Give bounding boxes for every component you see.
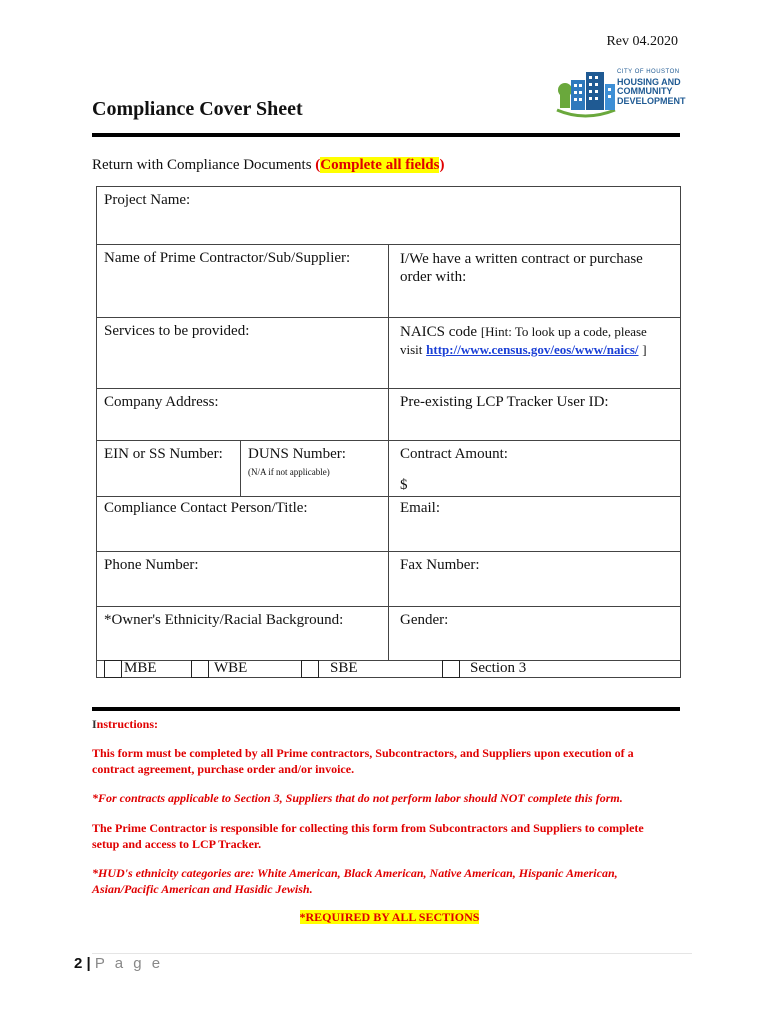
building-icon bbox=[555, 66, 617, 122]
prime-contractor-field[interactable]: Name of Prime Contractor/Sub/Supplier: bbox=[104, 250, 351, 266]
sbe-checkbox[interactable] bbox=[301, 660, 319, 678]
required-note: *REQUIRED BY ALL SECTIONS bbox=[299, 910, 480, 924]
complete-all-fields-highlight: Complete all fields bbox=[320, 157, 440, 173]
title-divider bbox=[92, 133, 680, 137]
instruction-p3: The Prime Contractor is responsible for collecting this form from Subcontractors and Suppliers to complete setup and access to LCP Tracker. bbox=[92, 821, 644, 851]
services-field[interactable]: Services to be provided: bbox=[104, 323, 250, 339]
ethnicity-field[interactable]: *Owner's Ethnicity/Racial Background: bbox=[104, 612, 344, 628]
mbe-label: MBE bbox=[124, 660, 157, 676]
duns-field[interactable]: DUNS Number: (N/A if not applicable) bbox=[240, 440, 388, 483]
naics-code-field[interactable]: NAICS code [Hint: To look up a code, please visit http://www.census.gov/eos/www/naics/ ] bbox=[400, 324, 647, 357]
required-note-wrap bbox=[92, 909, 687, 925]
section3-checkbox[interactable] bbox=[442, 660, 460, 678]
lcp-user-id-field[interactable]: Pre-existing LCP Tracker User ID: bbox=[400, 394, 609, 410]
fax-field[interactable]: Fax Number: bbox=[400, 557, 480, 573]
mbe-checkbox[interactable] bbox=[104, 660, 122, 678]
ein-field[interactable]: EIN or SS Number: bbox=[104, 446, 223, 462]
instruction-p1: This form must be completed by all Prime contractors, Subcontractors, and Suppliers upon execution of a contract agreement, purchase order and/or invoice. bbox=[92, 746, 634, 776]
revision-label: Rev 04.2020 bbox=[606, 34, 678, 49]
wbe-checkbox[interactable] bbox=[191, 660, 209, 678]
section3-label: Section 3 bbox=[470, 660, 527, 676]
compliance-form bbox=[96, 186, 681, 678]
intro-line: Return with Compliance Documents (Complete all fields) bbox=[92, 157, 445, 173]
project-name-field[interactable]: Project Name: bbox=[104, 192, 191, 208]
gender-field[interactable]: Gender: bbox=[400, 612, 449, 628]
logo-text: CITY OF HOUSTON HOUSING AND COMMUNITY DEVELOPMENT bbox=[617, 69, 686, 106]
wbe-label: WBE bbox=[214, 660, 248, 676]
footer-divider bbox=[92, 953, 692, 954]
contract-amount-field[interactable]: Contract Amount: $ bbox=[392, 440, 680, 500]
duns-note: (N/A if not applicable) bbox=[248, 467, 330, 477]
company-address-field[interactable]: Company Address: bbox=[104, 394, 219, 410]
phone-field[interactable]: Phone Number: bbox=[104, 557, 199, 573]
sbe-label: SBE bbox=[330, 660, 358, 676]
dollar-sign: $ bbox=[400, 477, 408, 493]
written-contract-field[interactable]: I/We have a written contract or purchase order with: bbox=[400, 251, 643, 285]
instructions-divider bbox=[92, 707, 680, 711]
page-number: 2 bbox=[74, 955, 83, 972]
contact-person-field[interactable]: Compliance Contact Person/Title: bbox=[104, 500, 308, 516]
page-word: P a g e bbox=[94, 955, 164, 972]
page-footer: 2 | P a g e bbox=[74, 955, 164, 972]
instruction-p4: *HUD's ethnicity categories are: White American, Black American, Native American, Hispanic American, Asian/Pacific American and Hasidic Jewish. bbox=[92, 866, 618, 896]
instruction-p2: *For contracts applicable to Section 3, Suppliers that do not perform labor should NOT complete this form. bbox=[92, 791, 623, 805]
housing-logo bbox=[555, 66, 686, 122]
page-title: Compliance Cover Sheet bbox=[92, 98, 303, 120]
naics-link[interactable]: http://www.census.gov/eos/www/naics/ bbox=[426, 342, 639, 357]
email-field[interactable]: Email: bbox=[400, 500, 440, 516]
instructions-heading: Instructions: bbox=[92, 717, 159, 731]
